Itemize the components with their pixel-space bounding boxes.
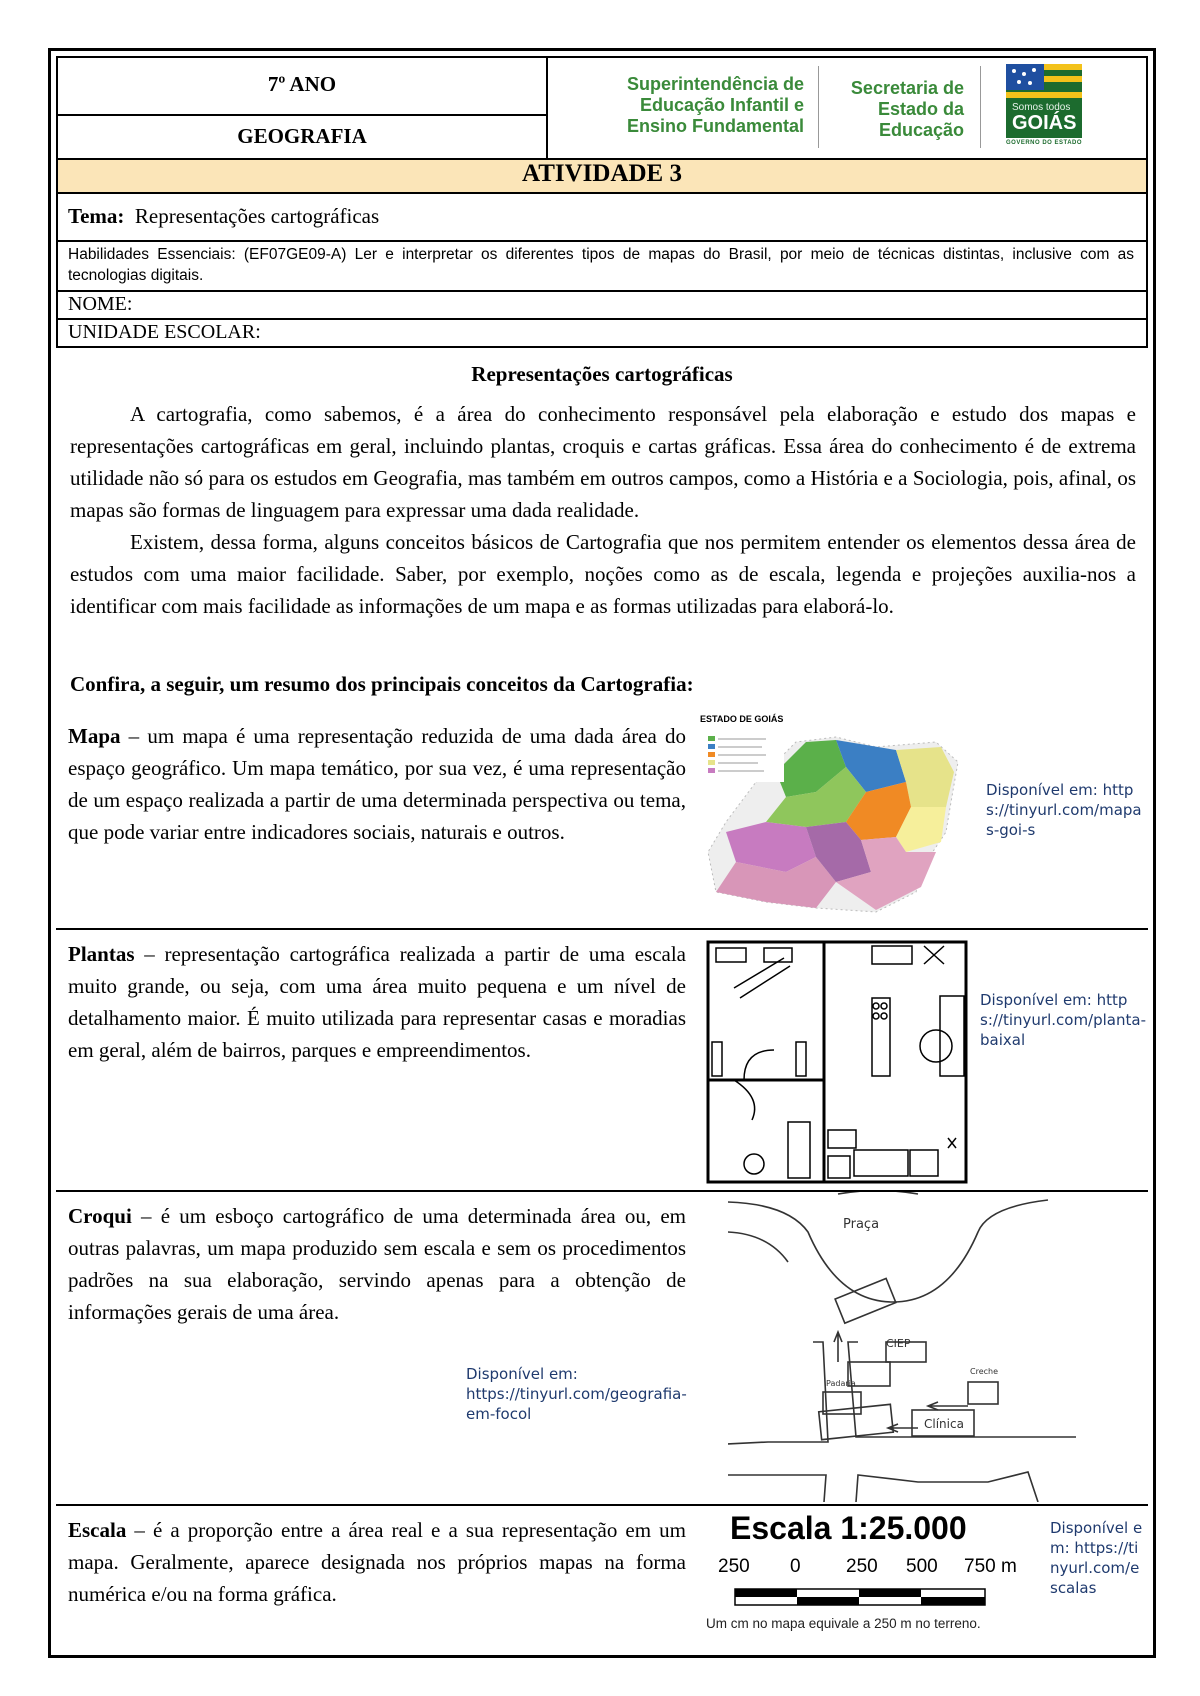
plantas-description: – representação cartográfica realizada a partir de uma escala muito grande, ou seja, com uma área muito pequena e um nível de detalhamento maior. É muito utilizada para representar casas e moradias em geral, além de bairros, parques e empreendimentos. xyxy=(68,942,686,1062)
subject-label: GEOGRAFIA xyxy=(237,124,367,148)
floor-plan-icon xyxy=(704,938,972,1186)
school-label: UNIDADE ESCOLAR: xyxy=(68,321,261,343)
intro-body xyxy=(70,398,1136,622)
skills-text: Habilidades Essenciais: (EF07GE09-A) Ler e interpretar os diferentes tipos de mapas do Brasil, por meio de técnicas distintas, inclusive com as tecnologias digitais. xyxy=(68,246,1134,284)
goias-map-image xyxy=(696,712,966,920)
croqui-source: Disponível em: https://tinyurl.com/geografia-em-focol xyxy=(466,1365,687,1423)
logo-line: Educação Infantil e xyxy=(639,95,804,115)
mapa-source: Disponível em: https://tinyurl.com/mapas-goi-s xyxy=(986,781,1142,839)
logo-secretaria xyxy=(826,78,964,141)
section-divider xyxy=(56,1504,1148,1506)
summary-heading: Confira, a seguir, um resumo dos principais conceitos da Cartografia: xyxy=(70,672,694,696)
escala-source: Disponível em: https://tinyurl.com/escalas xyxy=(1050,1519,1143,1597)
logo-line: Ensino Fundamental xyxy=(626,116,804,136)
scale-tick: 250 xyxy=(718,1556,750,1577)
goias-logo xyxy=(1002,62,1086,148)
scale-figure xyxy=(706,1510,1036,1650)
goias-big: GOIÁS xyxy=(1012,112,1077,134)
logo-divider xyxy=(818,66,819,148)
logo-line: Superintendência de xyxy=(626,74,804,94)
croqui-label-creche: Creche xyxy=(970,1367,999,1376)
intro-title: Representações cartográficas xyxy=(471,362,733,386)
croqui-label-clinica: Clínica xyxy=(924,1417,964,1431)
name-row[interactable] xyxy=(56,290,1148,320)
intro-paragraph-2: Existem, dessa forma, alguns conceitos básicos de Cartografia que nos permitem entender os elementos dessa área de estudos com uma maior facilidade. Saber, por exemplo, noções como as de escala, legenda e projeções auxilia-nos a identificar com mais facilidade as informações de um mapa e as formas utilizadas para elaborá-lo. xyxy=(70,530,1136,618)
scale-bar-icon xyxy=(734,1588,994,1606)
activity-title: ATIVIDADE 3 xyxy=(522,160,682,187)
goias-footer: GOVERNO DO ESTADO xyxy=(1006,140,1083,146)
croqui-description: – é um esboço cartográfico de uma determinada área ou, em outras palavras, um mapa produzido sem escala e sem os procedimentos padrões na sua elaboração, servindo apenas para a obtenção de informações gerais de uma área. xyxy=(68,1204,686,1324)
floor-plan-image xyxy=(704,938,972,1186)
logo-divider-2 xyxy=(980,66,981,148)
logo-line: Secretaria de xyxy=(850,78,964,98)
theme-value: Representações cartográficas xyxy=(134,204,380,228)
croqui-sketch xyxy=(728,1192,1078,1502)
scale-tick: 500 xyxy=(906,1556,938,1577)
goias-map-icon xyxy=(696,712,966,920)
scale-tick: 250 xyxy=(846,1556,878,1577)
grade-label: 7º ANO xyxy=(267,72,337,96)
croqui-label-praca: Praça xyxy=(843,1217,880,1232)
theme-label: Tema: xyxy=(68,204,125,228)
scale-tick: 750 m xyxy=(964,1556,1017,1577)
escala-text xyxy=(68,1514,686,1610)
map-title: ESTADO DE GOIÁS xyxy=(700,714,784,724)
croqui-label-padaria: Padaria xyxy=(826,1379,856,1388)
plantas-term: Plantas xyxy=(68,942,135,966)
mapa-description: – um mapa é uma representação reduzida de uma dada área do espaço geográfico. Um mapa temático, por sua vez, é uma representação de um espaço realizada a partir de uma determinada perspectiva ou tema, que pode variar entre indicadores sociais, naturais e outros. xyxy=(68,724,686,844)
croqui-sketch-icon xyxy=(728,1192,1078,1502)
escala-term: Escala xyxy=(68,1518,127,1542)
plantas-text xyxy=(68,938,686,1066)
goias-small: Somos todos xyxy=(1012,102,1071,113)
scale-tick: 0 xyxy=(790,1556,801,1577)
croqui-term: Croqui xyxy=(68,1204,132,1228)
croqui-label-ciep: CIEP xyxy=(886,1337,911,1350)
section-divider xyxy=(56,928,1148,930)
intro-paragraph-1: A cartografia, como sabemos, é a área do conhecimento responsável pela elaboração e estudo dos mapas e representações cartográficas em geral, incluindo plantas, croquis e cartas gráficas. Essa área do conhecimento é de extrema utilidade não só para os estudos em Geografia, mas também em outros campos, como a História e a Sociologia, pois, afinal, os mapas são formas de linguagem para expressar uma dada realidade. xyxy=(70,402,1136,522)
mapa-term: Mapa xyxy=(68,724,121,748)
logo-line: Estado da xyxy=(877,99,964,119)
mapa-text xyxy=(68,720,686,848)
croqui-text xyxy=(68,1200,686,1328)
plantas-source: Disponível em: https://tinyurl.com/planta-baixal xyxy=(980,991,1146,1049)
logo-line: Educação xyxy=(878,120,964,140)
scale-caption: Um cm no mapa equivale a 250 m no terreno. xyxy=(706,1616,981,1631)
theme-line xyxy=(68,204,379,229)
scale-title: Escala 1:25.000 xyxy=(730,1510,967,1546)
logo-superintendencia xyxy=(596,74,804,137)
escala-description: – é a proporção entre a área real e a sua representação em um mapa. Geralmente, aparece designada nos próprios mapas na forma numérica e/ou na forma gráfica. xyxy=(68,1518,686,1606)
name-label: NOME: xyxy=(68,293,133,315)
